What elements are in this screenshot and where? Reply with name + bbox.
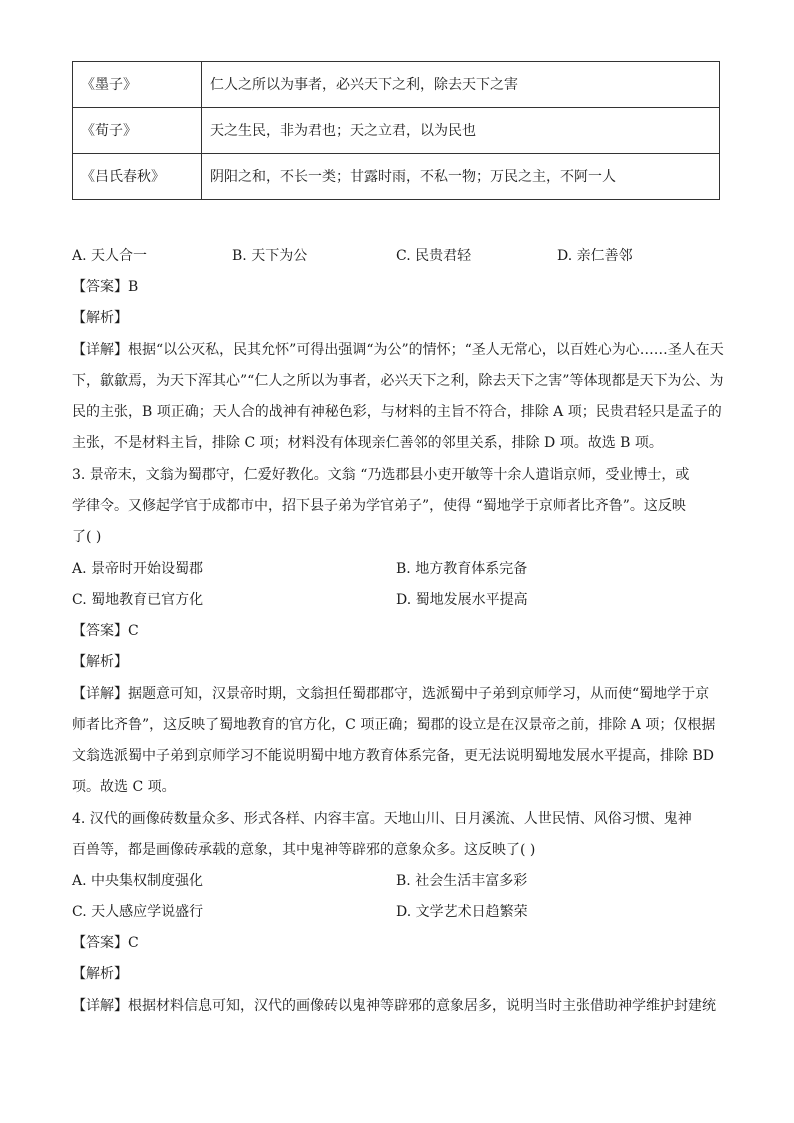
quote-cell: 天之生民，非为君也；天之立君，以为民也: [202, 108, 720, 154]
q3-detail-line: 项。故选 C 项。: [72, 779, 176, 795]
q4-option-a: A. 中央集权制度强化: [72, 873, 204, 889]
q2-detail-line: 下，歙歙焉，为天下浑其心”“仁人之所以为事者，必兴天下之利，除去天下之害”等体现都是天下为公、为: [72, 373, 724, 389]
source-cell: 《荀子》: [73, 108, 202, 154]
q4-stem-line: 4. 汉代的画像砖数量众多、形式各样、内容丰富。天地山川、日月溪流、人世民情、风俗习惯、鬼神: [72, 811, 692, 827]
q4-analysis-label: 【解析】: [72, 966, 128, 982]
q2-answer: 【答案】B: [72, 279, 139, 295]
table-row: [73, 108, 720, 154]
q3-detail-line: 师者比齐鲁”，这反映了蜀地教育的官方化，C 项正确；蜀郡的设立是在汉景帝之前，排除 A 项；仅根据: [72, 717, 716, 733]
q3-stem-line: 了( ): [72, 529, 102, 545]
q3-stem-line: 学律令。又修起学官于成都市中，招下县子弟为学官弟子”，使得 “蜀地学于京师者比齐鲁”。这反映: [72, 498, 686, 514]
q3-answer: 【答案】C: [72, 623, 139, 639]
quote-cell: 阴阳之和，不长一类；甘露时雨，不私一物；万民之主，不阿一人: [202, 154, 720, 200]
q2-option-a: A. 天人合一: [72, 248, 148, 264]
q2-detail-line: 【详解】根据“以公灭私，民其允怀”可得出强调“为公”的情怀；“圣人无常心，以百姓心为心……圣人在天: [72, 342, 724, 358]
q4-option-d: D. 文学艺术日趋繁荣: [396, 904, 528, 920]
q2-option-d: D. 亲仁善邻: [557, 248, 633, 264]
q3-option-c: C. 蜀地教育已官方化: [72, 592, 204, 608]
source-table: [72, 61, 720, 200]
source-cell: 《墨子》: [73, 62, 202, 108]
q3-detail-line: 文翁选派蜀中子弟到京师学习不能说明蜀中地方教育体系完备，更无法说明蜀地发展水平提高，排除 BD: [72, 748, 714, 764]
quote-cell: 仁人之所以为事者，必兴天下之利，除去天下之害: [202, 62, 720, 108]
table-row: [73, 62, 720, 108]
q4-option-b: B. 社会生活丰富多彩: [396, 873, 528, 889]
q4-answer: 【答案】C: [72, 935, 139, 951]
q3-option-a: A. 景帝时开始设蜀郡: [72, 561, 204, 577]
q4-stem-line: 百兽等，都是画像砖承载的意象，其中鬼神等辟邪的意象众多。这反映了( ): [72, 842, 536, 858]
q3-detail-line: 【详解】据题意可知，汉景帝时期，文翁担任蜀郡郡守，选派蜀中子弟到京师学习，从而使“蜀地学于京: [72, 686, 710, 702]
q3-analysis-label: 【解析】: [72, 654, 128, 670]
q3-option-b: B. 地方教育体系完备: [396, 561, 528, 577]
q2-option-b: B. 天下为公: [232, 248, 308, 264]
table-row: [73, 154, 720, 200]
q2-detail-line: 主张，不是材料主旨，排除 C 项；材料没有体现亲仁善邻的邻里关系，排除 D 项。故选 B 项。: [72, 435, 663, 451]
q3-option-d: D. 蜀地发展水平提高: [396, 592, 528, 608]
q2-detail-line: 民的主张，B 项正确；天人合的战神有神秘色彩，与材料的主旨不符合，排除 A 项；民贵君轻只是孟子的: [72, 404, 722, 420]
q4-option-c: C. 天人感应学说盛行: [72, 904, 204, 920]
source-cell: 《吕氏春秋》: [73, 154, 202, 200]
q2-analysis-label: 【解析】: [72, 310, 128, 326]
q4-detail-line: 【详解】根据材料信息可知，汉代的画像砖以鬼神等辟邪的意象居多，说明当时主张借助神学维护封建统: [72, 998, 716, 1014]
q2-option-c: C. 民贵君轻: [396, 248, 472, 264]
q3-stem-line: 3. 景帝末，文翁为蜀郡守，仁爱好教化。文翁 “乃选郡县小吏开敏等十余人遣诣京师，受业博士，或: [72, 467, 690, 483]
